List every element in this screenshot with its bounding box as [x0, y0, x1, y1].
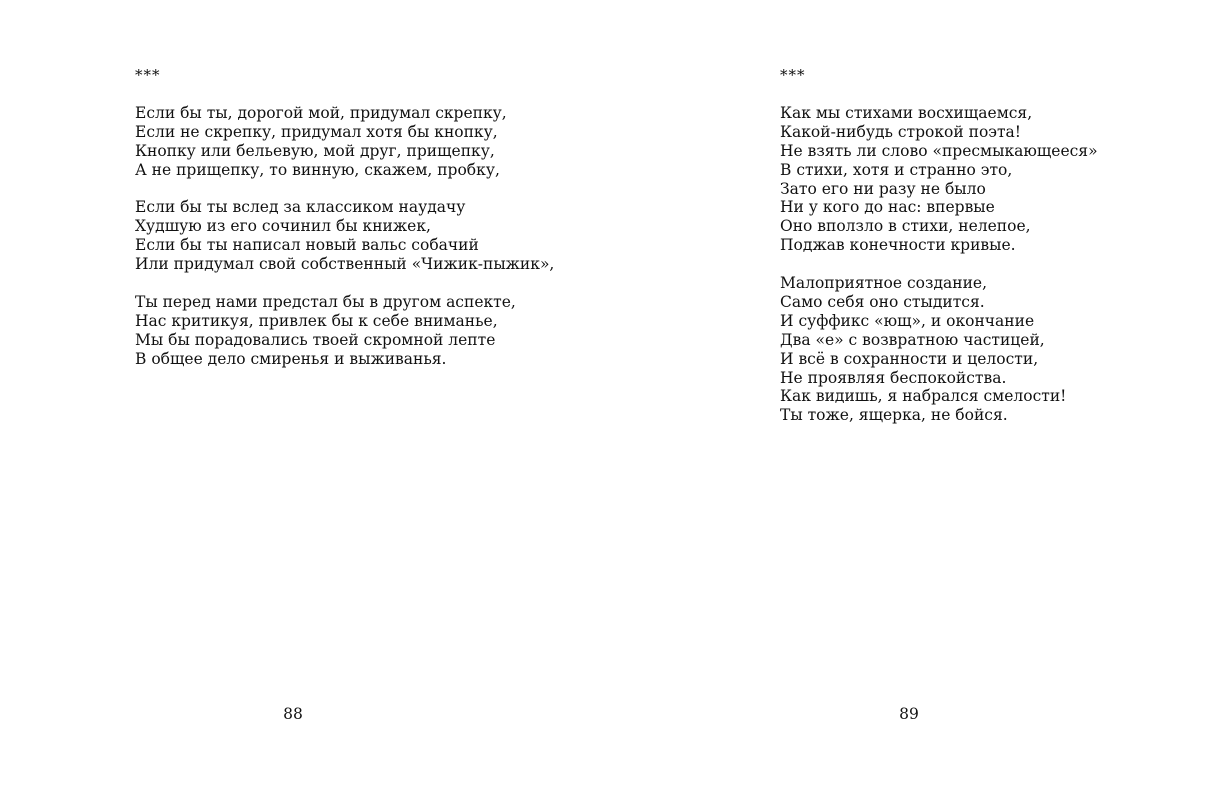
poem-left [135, 66, 554, 369]
section-separator: *** [780, 66, 806, 84]
poem-line: Как видишь, я набрался смелости! [780, 387, 1067, 406]
poem-line: Кнопку или бельевую, мой друг, прищепку, [135, 141, 495, 160]
page-number-right: 89 [899, 705, 919, 723]
poem-line: Если бы ты написал новый вальс собачий [135, 236, 479, 255]
poem-line: Худшую из его сочинил бы книжек, [135, 217, 431, 236]
right-page [606, 0, 1212, 800]
poem-line: Малоприятное создание, [780, 274, 988, 293]
poem-line: Оно вползло в стихи, нелепое, [780, 217, 1031, 236]
poem-line: А не прищепку, то винную, скажем, пробку, [135, 160, 500, 179]
stanza [780, 104, 1098, 255]
poem-line: Если бы ты, дорогой мой, придумал скрепку, [135, 103, 507, 122]
poem-line: И всё в сохранности и целости, [780, 349, 1039, 368]
poem-line: Ты тоже, ящерка, не бойся. [780, 406, 1008, 425]
section-separator: *** [135, 66, 161, 84]
poem-line: Или придумал свой собственный «Чижик-пыжик», [135, 255, 555, 274]
poem-line: Зато его ни разу не было [780, 179, 986, 198]
poem-line: Если не скрепку, придумал хотя бы кнопку, [135, 122, 498, 141]
poem-line: В общее дело смиренья и выживанья. [135, 349, 447, 368]
poem-line: Само себя оно стыдится. [780, 292, 985, 311]
stanza [135, 293, 554, 369]
poem-right [780, 66, 1098, 425]
poem-line: Не проявляя беспокойства. [780, 368, 1007, 387]
stanza [135, 104, 554, 180]
poem-line: Если бы ты вслед за классиком наудачу [135, 198, 466, 217]
poem-line: Ни у кого до нас: впервые [780, 198, 995, 217]
poem-line: В стихи, хотя и странно это, [780, 160, 1013, 179]
poem-line: Как мы стихами восхищаемся, [780, 103, 1033, 122]
poem-line: Ты перед нами предстал бы в другом аспекте, [135, 292, 516, 311]
poem-line: И суффикс «ющ», и окончание [780, 311, 1035, 330]
poem-line: Поджав конечности кривые. [780, 236, 1016, 255]
stanza [135, 198, 554, 274]
poem-line: Нас критикуя, привлек бы к себе вниманье, [135, 311, 498, 330]
stanza [780, 274, 1098, 425]
page-number-left: 88 [283, 705, 303, 723]
poem-line: Два «е» с возвратною частицей, [780, 330, 1045, 349]
poem-line: Не взять ли слово «пресмыкающееся» [780, 141, 1098, 160]
poem-line: Какой-нибудь строкой поэта! [780, 122, 1022, 141]
poem-line: Мы бы порадовались твоей скромной лепте [135, 330, 496, 349]
